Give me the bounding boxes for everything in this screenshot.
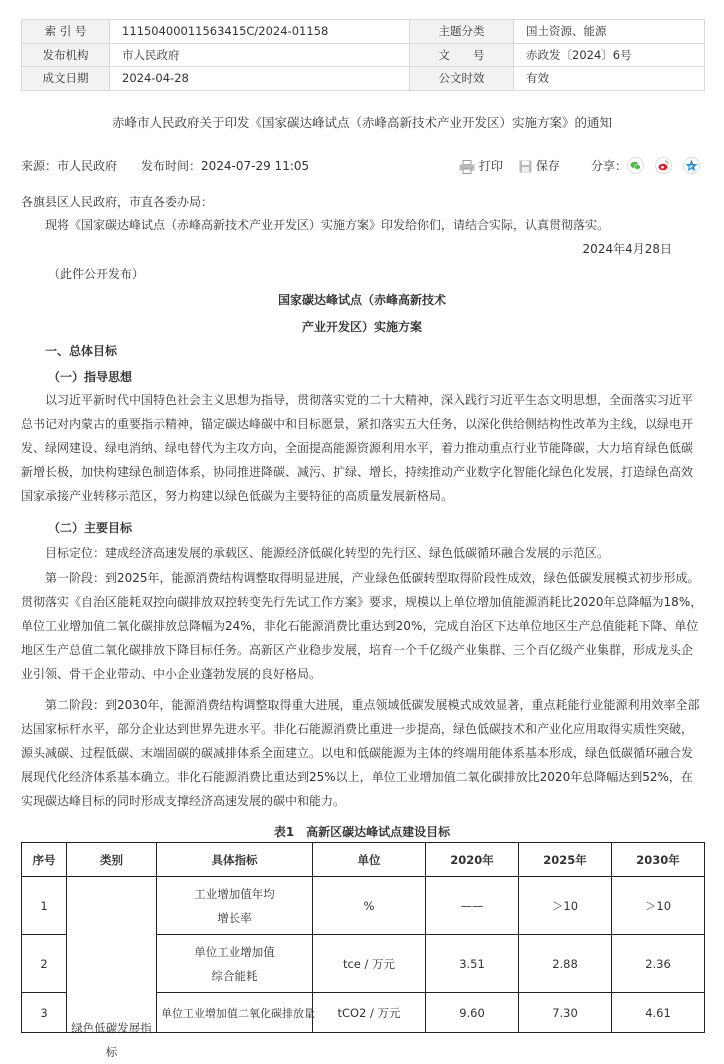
article-source: 来源：市人民政府 — [21, 159, 118, 173]
docno-label: 文 号 — [410, 43, 514, 67]
status-label: 公文时效 — [410, 67, 514, 91]
stage-two-paragraph: 第二阶段：到2030年，能源消费结构调整取得重大进展，重点领域低碳发展模式成效显著，重点耗能行业能源利用效率全部达国家标杆水平，部分企业达到世界先进水平。非化石能源消费比重进一步提高，绿色低碳技术和产业化应用取得实质性突破，源头减碳、过程低碳、末端固碳的碳减排体系全面建立。以电和低碳能源为主体的终端用能体系基本形成，绿色低碳循环融合发展现代化经济体系基本确立。非化石能源消费比重达到25%以上，单位工业增加值二氧化碳排放比2020年总降幅达到52%，在实现碳达峰目标的同时形成支撑经济高速发展的碳中和能力。 — [21, 698, 700, 808]
printer-icon — [459, 160, 475, 174]
value-2025: ＞10 — [519, 877, 612, 935]
header-2020: 2020年 — [426, 843, 519, 877]
value-2025: 2.88 — [519, 935, 612, 993]
article-info-bar — [21, 157, 704, 177]
topic-label: 主题分类 — [410, 20, 514, 44]
indicator-line-1: 单位工业增加值 — [194, 944, 275, 959]
publish-time: 发布时间：2024-07-29 11:05 — [141, 159, 310, 173]
value-2020: —— — [426, 877, 519, 935]
status-value: 有效 — [514, 67, 705, 91]
issuer-value: 市人民政府 — [110, 43, 410, 67]
metadata-row — [22, 20, 705, 44]
table-row — [22, 877, 705, 935]
section-heading-1: 一、总体目标 — [45, 344, 118, 358]
subsection-heading-guideline: （一）指导思想 — [48, 370, 133, 384]
share-weibo-button[interactable] — [655, 157, 672, 177]
date-label: 成文日期 — [22, 67, 110, 91]
guideline-paragraph: 以习近平新时代中国特色社会主义思想为指导，贯彻落实党的二十大精神，深入践行习近平生态文明思想，全面落实习近平总书记对内蒙古的重要指示精神，锚定碳达峰碳中和目标愿景，紧扣落实五大任务，以深化供给侧结构性改革为主线，以绿电开发、绿网建设、绿电消纳、绿电替代为主攻方向，全面提高能源资源利用水平，着力推动重点行业节能降碳，大力培育绿色低碳新增长极，加快构建绿色制造体系，协同推进降碳、减污、扩绿、增长，持续推动产业数字化智能化绿色化发展，打造绿色高效国家承接产业转移示范区，努力构建以绿色低碳为主要特征的高质量发展新格局。 — [21, 393, 694, 503]
share-qzone-button[interactable] — [683, 157, 700, 177]
unit-cell: tCO2 / 万元 — [313, 993, 426, 1033]
category-cell — [67, 877, 157, 1059]
unit-cell: tce / 万元 — [313, 935, 426, 993]
intro-paragraph: 现将《国家碳达峰试点（赤峰高新技术产业开发区）实施方案》印发给你们，请结合实际，认真贯彻落实。 — [45, 218, 610, 232]
article-title: 赤峰市人民政府关于印发《国家碳达峰试点（赤峰高新技术产业开发区）实施方案》的通知 — [111, 115, 612, 130]
date-value: 2024-04-28 — [110, 67, 410, 91]
plan-title-line-1: 国家碳达峰试点（赤峰高新技术 — [277, 293, 446, 307]
salutation: 各旗县区人民政府，市直各委办局： — [21, 195, 214, 209]
public-note: （此件公开发布） — [48, 267, 145, 281]
value-2020: 9.60 — [426, 993, 519, 1033]
qzone-icon — [683, 157, 700, 174]
header-indicator: 具体指标 — [157, 843, 313, 877]
save-label: 保存 — [535, 159, 560, 173]
subsection-heading-goals: （二）主要目标 — [48, 521, 133, 535]
stage-one-paragraph: 第一阶段：到2025年，能源消费结构调整取得明显进展，产业绿色低碳转型取得阶段性成效，绿色低碳发展模式初步形成。贯彻落实《自治区能耗双控向碳排放双控转变先行先试工作方案》要求，规模以上单位增加值能源消耗比2020年总降幅为18%，单位工业增加值二氧化碳排放总降幅为24%，非化石能源消费比重达到20%，完成自治区下达单位地区生产总值能耗下降、单位地区生产总值二氧化碳排放下降目标任务。高新区产业稳步发展，培育一个千亿级产业集群、三个百亿级产业集群，形成龙头企业引领、骨干企业带动、中小企业蓬勃发展的良好格局。 — [21, 571, 703, 681]
save-icon — [519, 160, 532, 173]
sign-date: 2024年4月28日 — [582, 242, 672, 256]
row-no: 1 — [22, 877, 67, 935]
indicator-cell — [157, 877, 313, 935]
issuer-label: 发布机构 — [22, 43, 110, 67]
topic-value: 国土资源、能源 — [514, 20, 705, 44]
weibo-icon — [655, 157, 672, 174]
share-wechat-button[interactable] — [627, 157, 644, 177]
document-metadata-table — [21, 19, 705, 91]
header-unit: 单位 — [313, 843, 426, 877]
header-category: 类别 — [67, 843, 157, 877]
share-label: 分享： — [591, 159, 628, 173]
docno-value: 赤政发〔2024〕6号 — [514, 43, 705, 67]
table-caption: 表1 高新区碳达峰试点建设目标 — [273, 825, 451, 839]
value-2025: 7.30 — [519, 993, 612, 1033]
save-button[interactable] — [519, 157, 560, 174]
metadata-row — [22, 67, 705, 91]
header-2025: 2025年 — [519, 843, 612, 877]
indicator-line-2: 综合能耗 — [211, 968, 258, 983]
print-label: 打印 — [478, 159, 503, 173]
indicator-line-2: 增长率 — [217, 910, 252, 925]
indicator-cell: 单位工业增加值二氧化碳排放量 — [157, 993, 313, 1033]
plan-title-line-2: 产业开发区）实施方案 — [301, 320, 422, 334]
metadata-row — [22, 43, 705, 67]
indicator-cell — [157, 935, 313, 993]
row-no: 3 — [22, 993, 67, 1033]
table-header-row — [22, 843, 705, 877]
row-no: 2 — [22, 935, 67, 993]
unit-cell: % — [313, 877, 426, 935]
header-no: 序号 — [22, 843, 67, 877]
index-value: 11150400011563415C/2024-01158 — [110, 20, 410, 44]
index-label: 索 引 号 — [22, 20, 110, 44]
goal-positioning-paragraph: 目标定位：建成经济高速发展的承载区、能源经济低碳化转型的先行区、绿色低碳循环融合发展的示范区。 — [45, 546, 610, 560]
value-2030: ＞10 — [612, 877, 705, 935]
targets-table — [21, 842, 705, 1059]
value-2030: 4.61 — [612, 993, 705, 1033]
value-2030: 2.36 — [612, 935, 705, 993]
header-2030: 2030年 — [612, 843, 705, 877]
print-button[interactable] — [459, 157, 503, 174]
indicator-line-1: 工业增加值年均 — [194, 886, 275, 901]
category-label: 绿色低碳发展指标 — [71, 1021, 152, 1059]
wechat-icon — [627, 157, 644, 174]
value-2020: 3.51 — [426, 935, 519, 993]
